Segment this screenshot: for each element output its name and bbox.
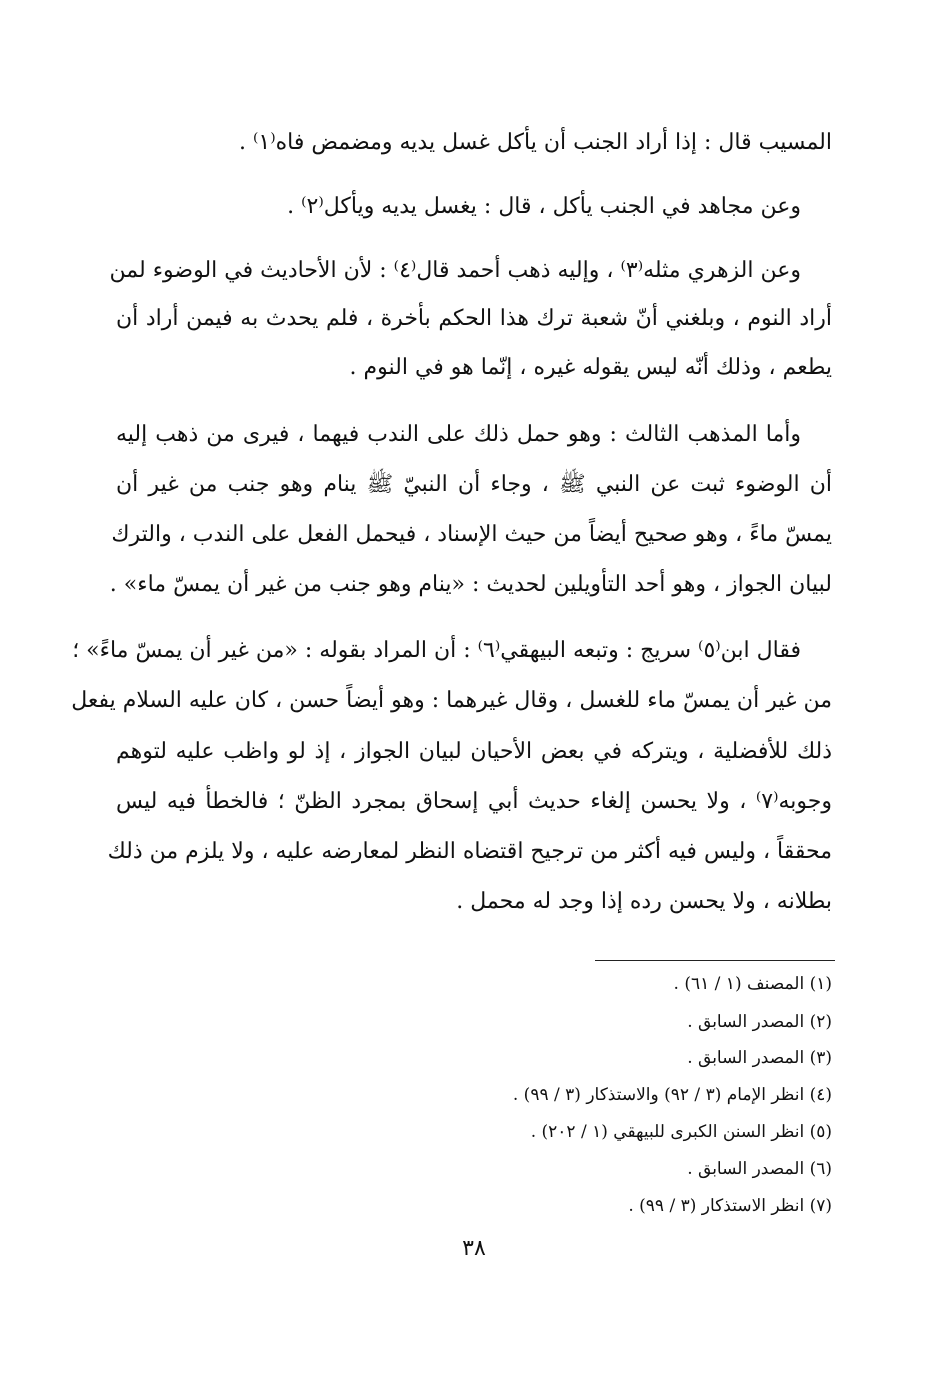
footnote: (٦) المصدر السابق . [687,1159,832,1179]
text-line: المسيب قال : إذا أراد الجنب أن يأكل غسل يديه ومضمض فاه⁽١⁾ . [238,130,832,155]
text-line: فقال ابن⁽٥⁾ سريج : وتبعه البيهقي⁽٦⁾ : أن المراد بقوله : «من غير أن يمسّ ماءً» ؛ [72,638,801,663]
text-line: وعن الزهري مثله⁽٣⁾ ، وإليه ذهب أحمد قال⁽٤⁾ : لأن الأحاديث في الوضوء لمن [109,258,801,283]
text-line: أراد النوم ، وبلغني أنّ شعبة ترك هذا الحكم بأخرة ، فلم يحدث به فيمن أراد أن [116,306,832,331]
footnote: (٤) انظر الإمام (٣ / ٩٢) والاستذكار (٣ / ٩٩) . [512,1085,832,1105]
text-line: بطلانه ، ولا يحسن رده إذا وجد له محمل . [456,889,832,914]
footnote: (٥) انظر السنن الكبرى للبيهقي (١ / ٢٠٢) . [530,1122,832,1142]
text-line: ذلك للأفضلية ، ويتركه في بعض الأحيان لبيان الجواز ، إذ لو واظب عليه لتوهم [116,739,832,764]
text-line: وجوبه⁽٧⁾ ، ولا يحسن إلغاء حديث أبي إسحاق بمجرد الظنّ ؛ فالخطأ فيه ليس [116,789,832,814]
footnote: (٧) انظر الاستذكار (٣ / ٩٩) . [628,1196,832,1216]
text-line: وعن مجاهد في الجنب يأكل ، قال : يغسل يديه ويأكل⁽٢⁾ . [287,194,801,219]
footnote-separator [595,960,835,961]
text-line: يمسّ ماءً ، وهو صحيح أيضاً من حيث الإسناد ، فيحمل الفعل على الندب ، والترك [111,522,832,547]
text-line: من غير أن يمسّ ماء للغسل ، وقال غيرهما : وهو أيضاً حسن ، كان عليه السلام يفعل [71,688,832,713]
text-line: لبيان الجواز ، وهو أحد التأويلين لحديث : «ينام وهو جنب من غير أن يمسّ ماء» . [109,572,832,597]
footnote: (١) المصنف (١ / ٦١) . [673,974,832,994]
text-line: وأما المذهب الثالث : وهو حمل ذلك على الندب فيهما ، فيرى من ذهب إليه [116,422,801,447]
text-line: محققاً ، وليس فيه أكثر من ترجيح اقتضاه النظر لمعارضه عليه ، ولا يلزم من ذلك [107,839,832,864]
footnote: (٣) المصدر السابق . [687,1048,832,1068]
footnote: (٢) المصدر السابق . [687,1012,832,1032]
page-number: ٣٨ [462,1236,486,1261]
text-line: أن الوضوء ثبت عن النبي ﷺ ، وجاء أن النبيّ ﷺ ينام وهو جنب من غير أن [116,472,832,497]
text-line: يطعم ، وذلك أنّه ليس يقوله غيره ، إنّما هو في النوم . [349,355,832,380]
